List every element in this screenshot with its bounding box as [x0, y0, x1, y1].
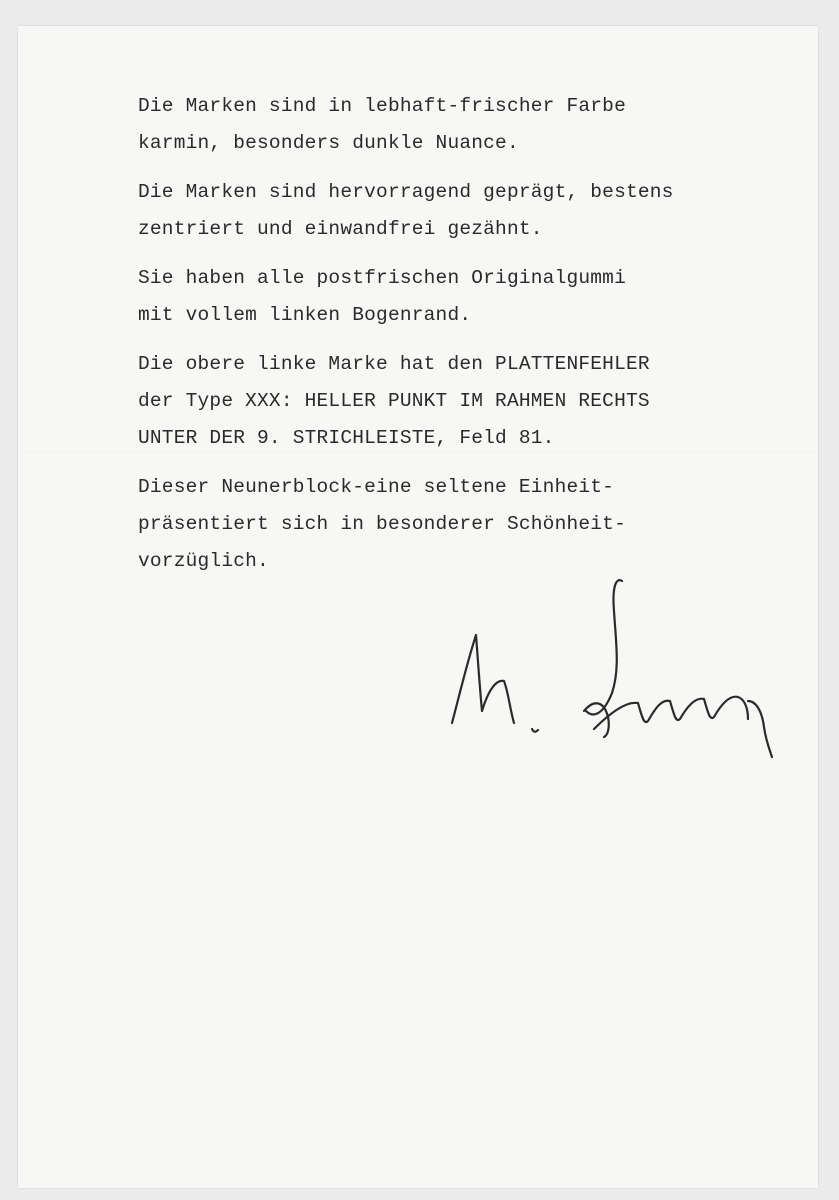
- text-line: zentriert und einwandfrei gezähnt.: [138, 218, 543, 240]
- text-line: UNTER DER 9. STRICHLEISTE, Feld 81.: [138, 427, 555, 449]
- handwritten-signature: [444, 551, 784, 761]
- text-line: mit vollem linken Bogenrand.: [138, 304, 472, 326]
- letter-body: [138, 88, 798, 592]
- text-line: Die obere linke Marke hat den PLATTENFEHLER: [138, 353, 650, 375]
- text-line: karmin, besonders dunkle Nuance.: [138, 132, 519, 154]
- text-line: Die Marken sind hervorragend geprägt, bestens: [138, 181, 674, 203]
- paragraph-color: [138, 88, 798, 162]
- text-line: Dieser Neunerblock-eine seltene Einheit-: [138, 476, 615, 498]
- paragraph-plate-flaw: [138, 346, 798, 457]
- text-line: Sie haben alle postfrischen Originalgummi: [138, 267, 626, 289]
- text-line: präsentiert sich in besonderer Schönheit-: [138, 513, 626, 535]
- text-line: der Type XXX: HELLER PUNKT IM RAHMEN RECHTS: [138, 390, 650, 412]
- paragraph-embossing: [138, 174, 798, 248]
- paragraph-gum: [138, 260, 798, 334]
- text-line: vorzüglich.: [138, 550, 269, 572]
- text-line: Die Marken sind in lebhaft-frischer Farbe: [138, 95, 626, 117]
- letter-page: [18, 26, 818, 1188]
